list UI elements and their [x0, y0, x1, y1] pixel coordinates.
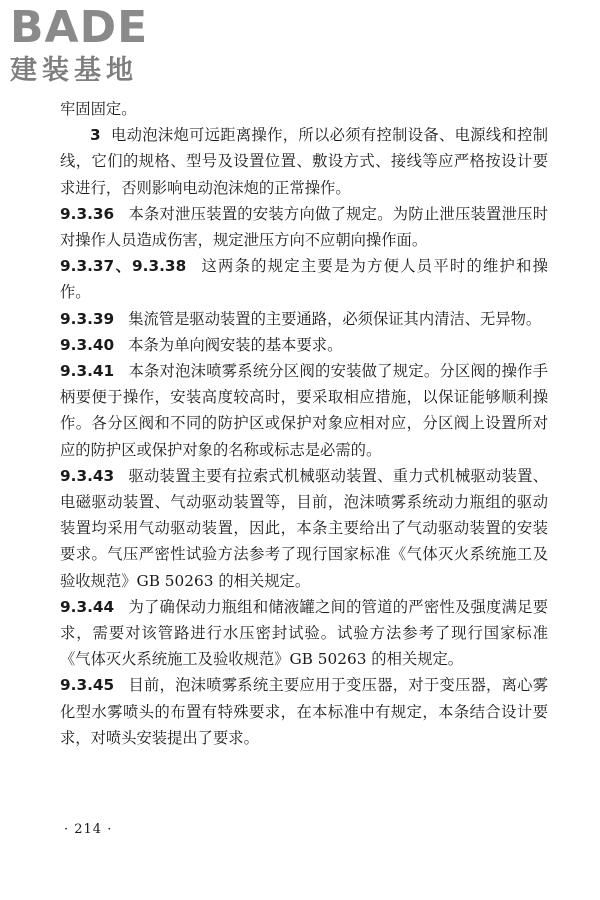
- paragraph-text: 本条对泄压装置的安装方向做了规定。为防止泄压装置泄压时对操作人员造成伤害，规定泄压方向不应朝向操作面。: [60, 204, 548, 250]
- clause-number: 9.3.45: [60, 676, 115, 695]
- item-number: 3: [90, 126, 101, 145]
- clause-number: 9.3.36: [60, 204, 115, 223]
- clause-9-3-40: [60, 332, 548, 358]
- paragraph-text: 本条为单向阀安装的基本要求。: [128, 335, 343, 354]
- page-number: · 214 ·: [64, 822, 113, 837]
- paragraph-item-3: [60, 122, 548, 201]
- paragraph-text: 本条对泡沫喷雾系统分区阀的安装做了规定。分区阀的操作手柄要便于操作，安装高度较高时，要采取相应措施，以保证能够顺利操作。各分区阀和不同的防护区或保护对象应相对应，分区阀上设置所对应的防护区或保护对象的名称或标志是必需的。: [60, 362, 548, 459]
- clause-number: 9.3.43: [60, 466, 115, 485]
- clause-9-3-43: [60, 463, 548, 594]
- paragraph-text: 驱动装置主要有拉索式机械驱动装置、重力式机械驱动装置、电磁驱动装置、气动驱动装置等，目前，泡沫喷雾系统动力瓶组的驱动装置均采用气动驱动装置，因此，本条主要给出了气动驱动装置的安装要求。气压严密性试验方法参考了现行国家标准《气体灭火系统施工及验收规范》GB 50263 的相关规定。: [60, 466, 548, 590]
- clause-number: 9.3.37、9.3.38: [60, 257, 187, 276]
- clause-9-3-37-38: [60, 253, 548, 305]
- paragraph-text: 集流管是驱动装置的主要通路，必须保证其内清洁、无异物。: [128, 309, 542, 328]
- paragraph-continuation: [60, 96, 548, 122]
- clause-number: 9.3.41: [60, 362, 115, 381]
- document-body: [60, 96, 548, 751]
- clause-number: 9.3.40: [60, 335, 115, 354]
- logo-wordmark: BADE: [10, 2, 149, 53]
- clause-9-3-39: [60, 306, 548, 332]
- clause-9-3-44: [60, 594, 548, 673]
- paragraph-text: 为了确保动力瓶组和储液罐之间的管道的严密性及强度满足要求，需要对该管路进行水压密封试验。试验方法参考了现行国家标准《气体灭火系统施工及验收规范》GB 50263 的相关规定。: [60, 597, 548, 669]
- clause-9-3-41: [60, 358, 548, 463]
- paragraph-text: 牢固固定。: [60, 100, 137, 118]
- clause-number: 9.3.39: [60, 309, 115, 328]
- bade-logo: [10, 2, 180, 88]
- clause-9-3-36: [60, 201, 548, 253]
- clause-9-3-45: [60, 672, 548, 751]
- paragraph-text: 电动泡沫炮可远距离操作，所以必须有控制设备、电源线和控制线，它们的规格、型号及设置位置、敷设方式、接线等应严格按设计要求进行，否则影响电动泡沫炮的正常操作。: [60, 126, 548, 197]
- clause-number: 9.3.44: [60, 597, 115, 616]
- paragraph-text: 这两条的规定主要是为方便人员平时的维护和操作。: [60, 257, 548, 302]
- paragraph-text: 目前，泡沫喷雾系统主要应用于变压器，对于变压器，离心雾化型水雾喷头的布置有特殊要求，在本标准中有规定，本条结合设计要求，对喷头安装提出了要求。: [60, 676, 548, 747]
- logo-subtitle: 建装基地: [10, 55, 138, 86]
